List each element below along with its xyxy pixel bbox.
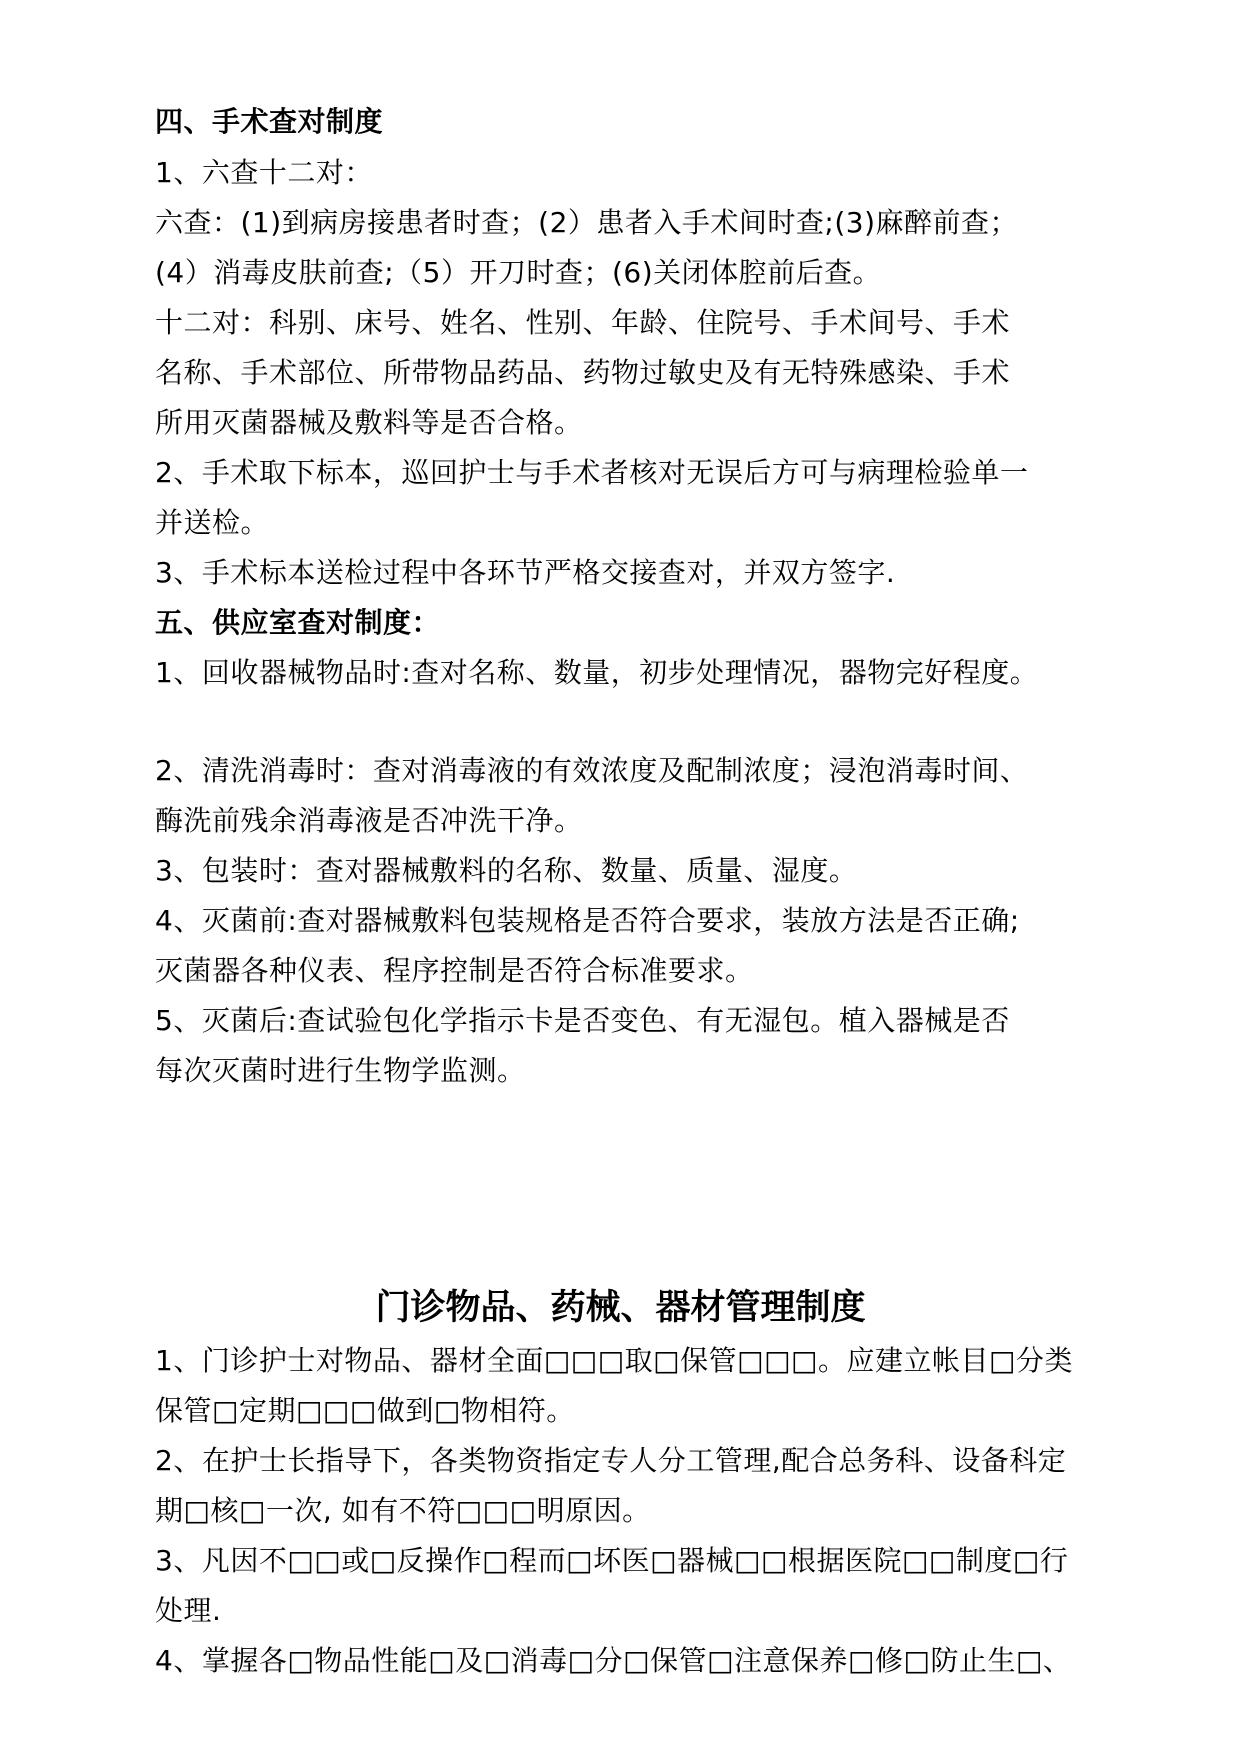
section-heading-supply-room-check: 五、供应室查对制度： bbox=[155, 606, 441, 639]
paragraph-line: 期□核□一次, 如有不符□□□明原因。 bbox=[155, 1494, 651, 1527]
paragraph-line: 每次灭菌时进行生物学监测。 bbox=[155, 1054, 526, 1087]
paragraph-line: 1、回收器械物品时:查对名称、数量，初步处理情况，器物完好程度。 bbox=[155, 656, 1039, 689]
paragraph-line: 酶洗前残余消毒液是否冲洗干净。 bbox=[155, 804, 583, 837]
document-title: 门诊物品、药械、器材管理制度 bbox=[375, 1288, 866, 1328]
paragraph-line: 2、在护士长指导下，各类物资指定专人分工管理,配合总务科、设备科定 bbox=[155, 1444, 1067, 1477]
section-heading-surgery-check: 四、手术查对制度 bbox=[155, 105, 384, 138]
paragraph-line: 3、凡因不□□或□反操作□程而□坏医□器械□□根据医院□□制度□行 bbox=[155, 1544, 1069, 1577]
paragraph-line: 保管□定期□□□做到□物相符。 bbox=[155, 1394, 575, 1427]
paragraph-line: 5、灭菌后:查试验包化学指示卡是否变色、有无湿包。植入器械是否 bbox=[155, 1004, 1010, 1037]
paragraph-line: 4、掌握各□物品性能□及□消毒□分□保管□注意保养□修□防止生□、 bbox=[155, 1644, 1072, 1677]
paragraph-line: 六查：(1)到病房接患者时查；(2）患者入手术间时查;(3)麻醉前查； bbox=[155, 206, 1018, 239]
paragraph-line: 3、手术标本送检过程中各环节严格交接查对，并双方签字. bbox=[155, 556, 896, 589]
paragraph-line: 灭菌器各种仪表、程序控制是否符合标准要求。 bbox=[155, 954, 754, 987]
paragraph-line: 并送检。 bbox=[155, 506, 270, 539]
paragraph-line: 2、手术取下标本，巡回护士与手术者核对无误后方可与病理检验单一 bbox=[155, 456, 1029, 489]
paragraph-line: (4）消毒皮肤前查;（5）开刀时查；(6)关闭体腔前后查。 bbox=[155, 256, 882, 289]
paragraph-line: 处理. bbox=[155, 1594, 222, 1627]
paragraph-line: 名称、手术部位、所带物品药品、药物过敏史及有无特殊感染、手术 bbox=[155, 356, 1011, 389]
paragraph-line: 所用灭菌器械及敷料等是否合格。 bbox=[155, 406, 583, 439]
paragraph-line: 3、包装时：查对器械敷料的名称、数量、质量、湿度。 bbox=[155, 854, 858, 887]
paragraph-line: 十二对：科别、床号、姓名、性别、年龄、住院号、手术间号、手术 bbox=[155, 306, 1011, 339]
paragraph-line: 2、清洗消毒时：查对消毒液的有效浓度及配制浓度；浸泡消毒时间、 bbox=[155, 754, 1029, 787]
paragraph-line: 1、六查十二对： bbox=[155, 156, 373, 189]
paragraph-line: 4、灭菌前:查对器械敷料包装规格是否符合要求，装放方法是否正确; bbox=[155, 904, 1020, 937]
paragraph-line: 1、门诊护士对物品、器材全面□□□取□保管□□□。应建立帐目□分类 bbox=[155, 1344, 1073, 1377]
